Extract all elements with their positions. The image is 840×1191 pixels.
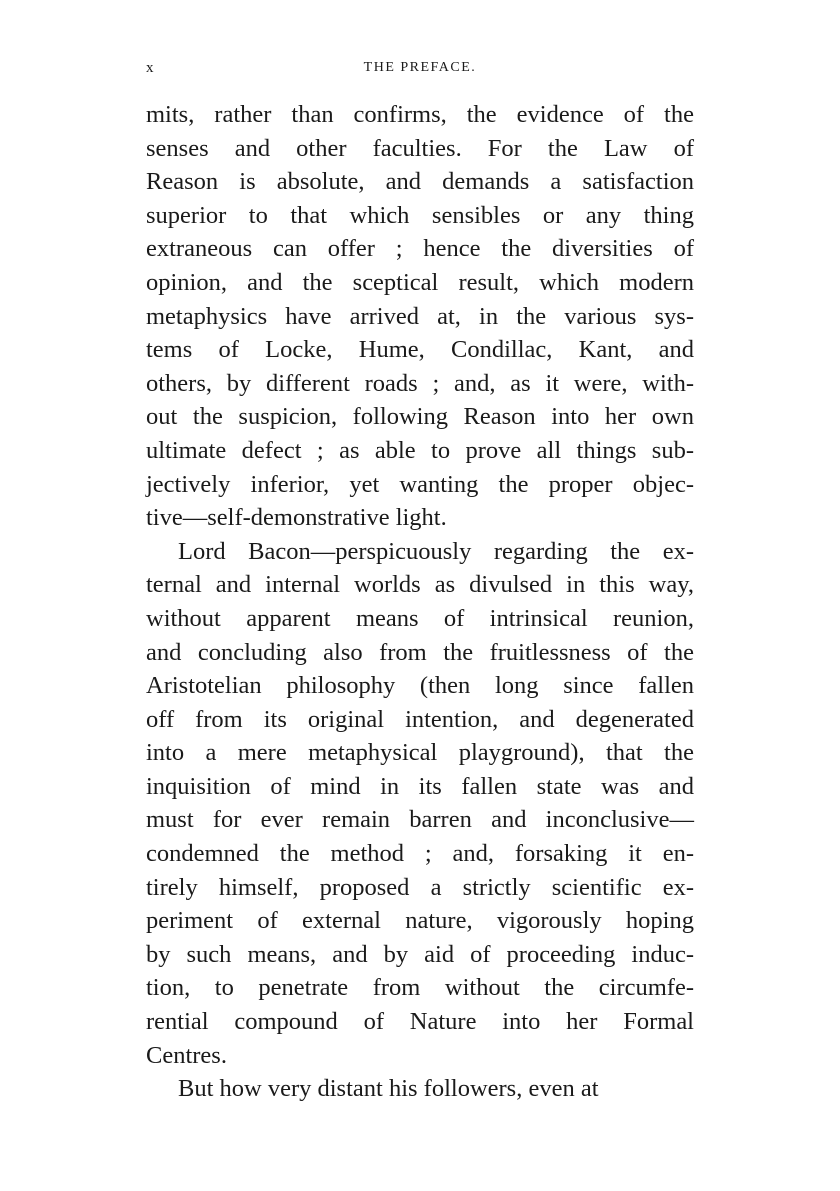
text-line: But how very distant his followers, even at: [178, 1075, 599, 1103]
text-line: tion, to penetrate from without the circumfe-: [146, 974, 694, 1002]
text-line: condemned the method ; and, forsaking it en-: [146, 840, 694, 868]
text-line: metaphysics have arrived at, in the various sys-: [146, 302, 694, 330]
text-line: inquisition of mind in its fallen state was and: [146, 772, 694, 800]
page-number: x: [146, 60, 155, 76]
text-line: mits, rather than confirms, the evidence of the: [146, 101, 694, 128]
running-title: THE PREFACE.: [363, 60, 477, 75]
text-line: others, by different roads ; and, as it were, with-: [146, 369, 694, 397]
text-line: and concluding also from the fruitlessness of the: [146, 638, 694, 666]
text-line: periment of external nature, vigorously hoping: [146, 907, 694, 935]
text-line: ternal and internal worlds as divulsed in this way,: [146, 571, 694, 599]
text-line: superior to that which sensibles or any thing: [146, 201, 694, 229]
running-head: [146, 60, 694, 84]
text-line: opinion, and the sceptical result, which modern: [146, 268, 694, 296]
body-text: [146, 98, 694, 1106]
text-line: jectively inferior, yet wanting the proper objec-: [146, 470, 694, 498]
paragraph: [146, 535, 694, 1073]
text-line: by such means, and by aid of proceeding induc-: [146, 940, 694, 968]
book-page: [146, 60, 694, 1106]
text-line: must for ever remain barren and inconclusive—: [146, 806, 694, 834]
text-line: tirely himself, proposed a strictly scientific ex-: [146, 873, 694, 901]
text-line: senses and other faculties. For the Law of: [146, 134, 694, 162]
text-line: Reason is absolute, and demands a satisfaction: [146, 168, 694, 196]
text-line: tems of Locke, Hume, Condillac, Kant, and: [146, 336, 694, 364]
text-line: Centres.: [146, 1041, 227, 1069]
text-line: extraneous can offer ; hence the diversities of: [146, 235, 694, 263]
text-line: out the suspicion, following Reason into her own: [146, 403, 694, 431]
paragraph: [146, 98, 694, 535]
text-line: tive—self-demonstrative light.: [146, 504, 447, 532]
text-line: ultimate defect ; as able to prove all things sub-: [146, 436, 694, 464]
paragraph: [146, 1072, 694, 1106]
text-line: into a mere metaphysical playground), that the: [146, 739, 694, 767]
text-line: off from its original intention, and degenerated: [146, 705, 694, 733]
text-line: Aristotelian philosophy (then long since fallen: [146, 672, 694, 700]
text-line: Lord Bacon—perspicuously regarding the ex-: [178, 537, 694, 565]
text-line: without apparent means of intrinsical reunion,: [146, 604, 694, 632]
text-line: rential compound of Nature into her Formal: [146, 1008, 694, 1036]
